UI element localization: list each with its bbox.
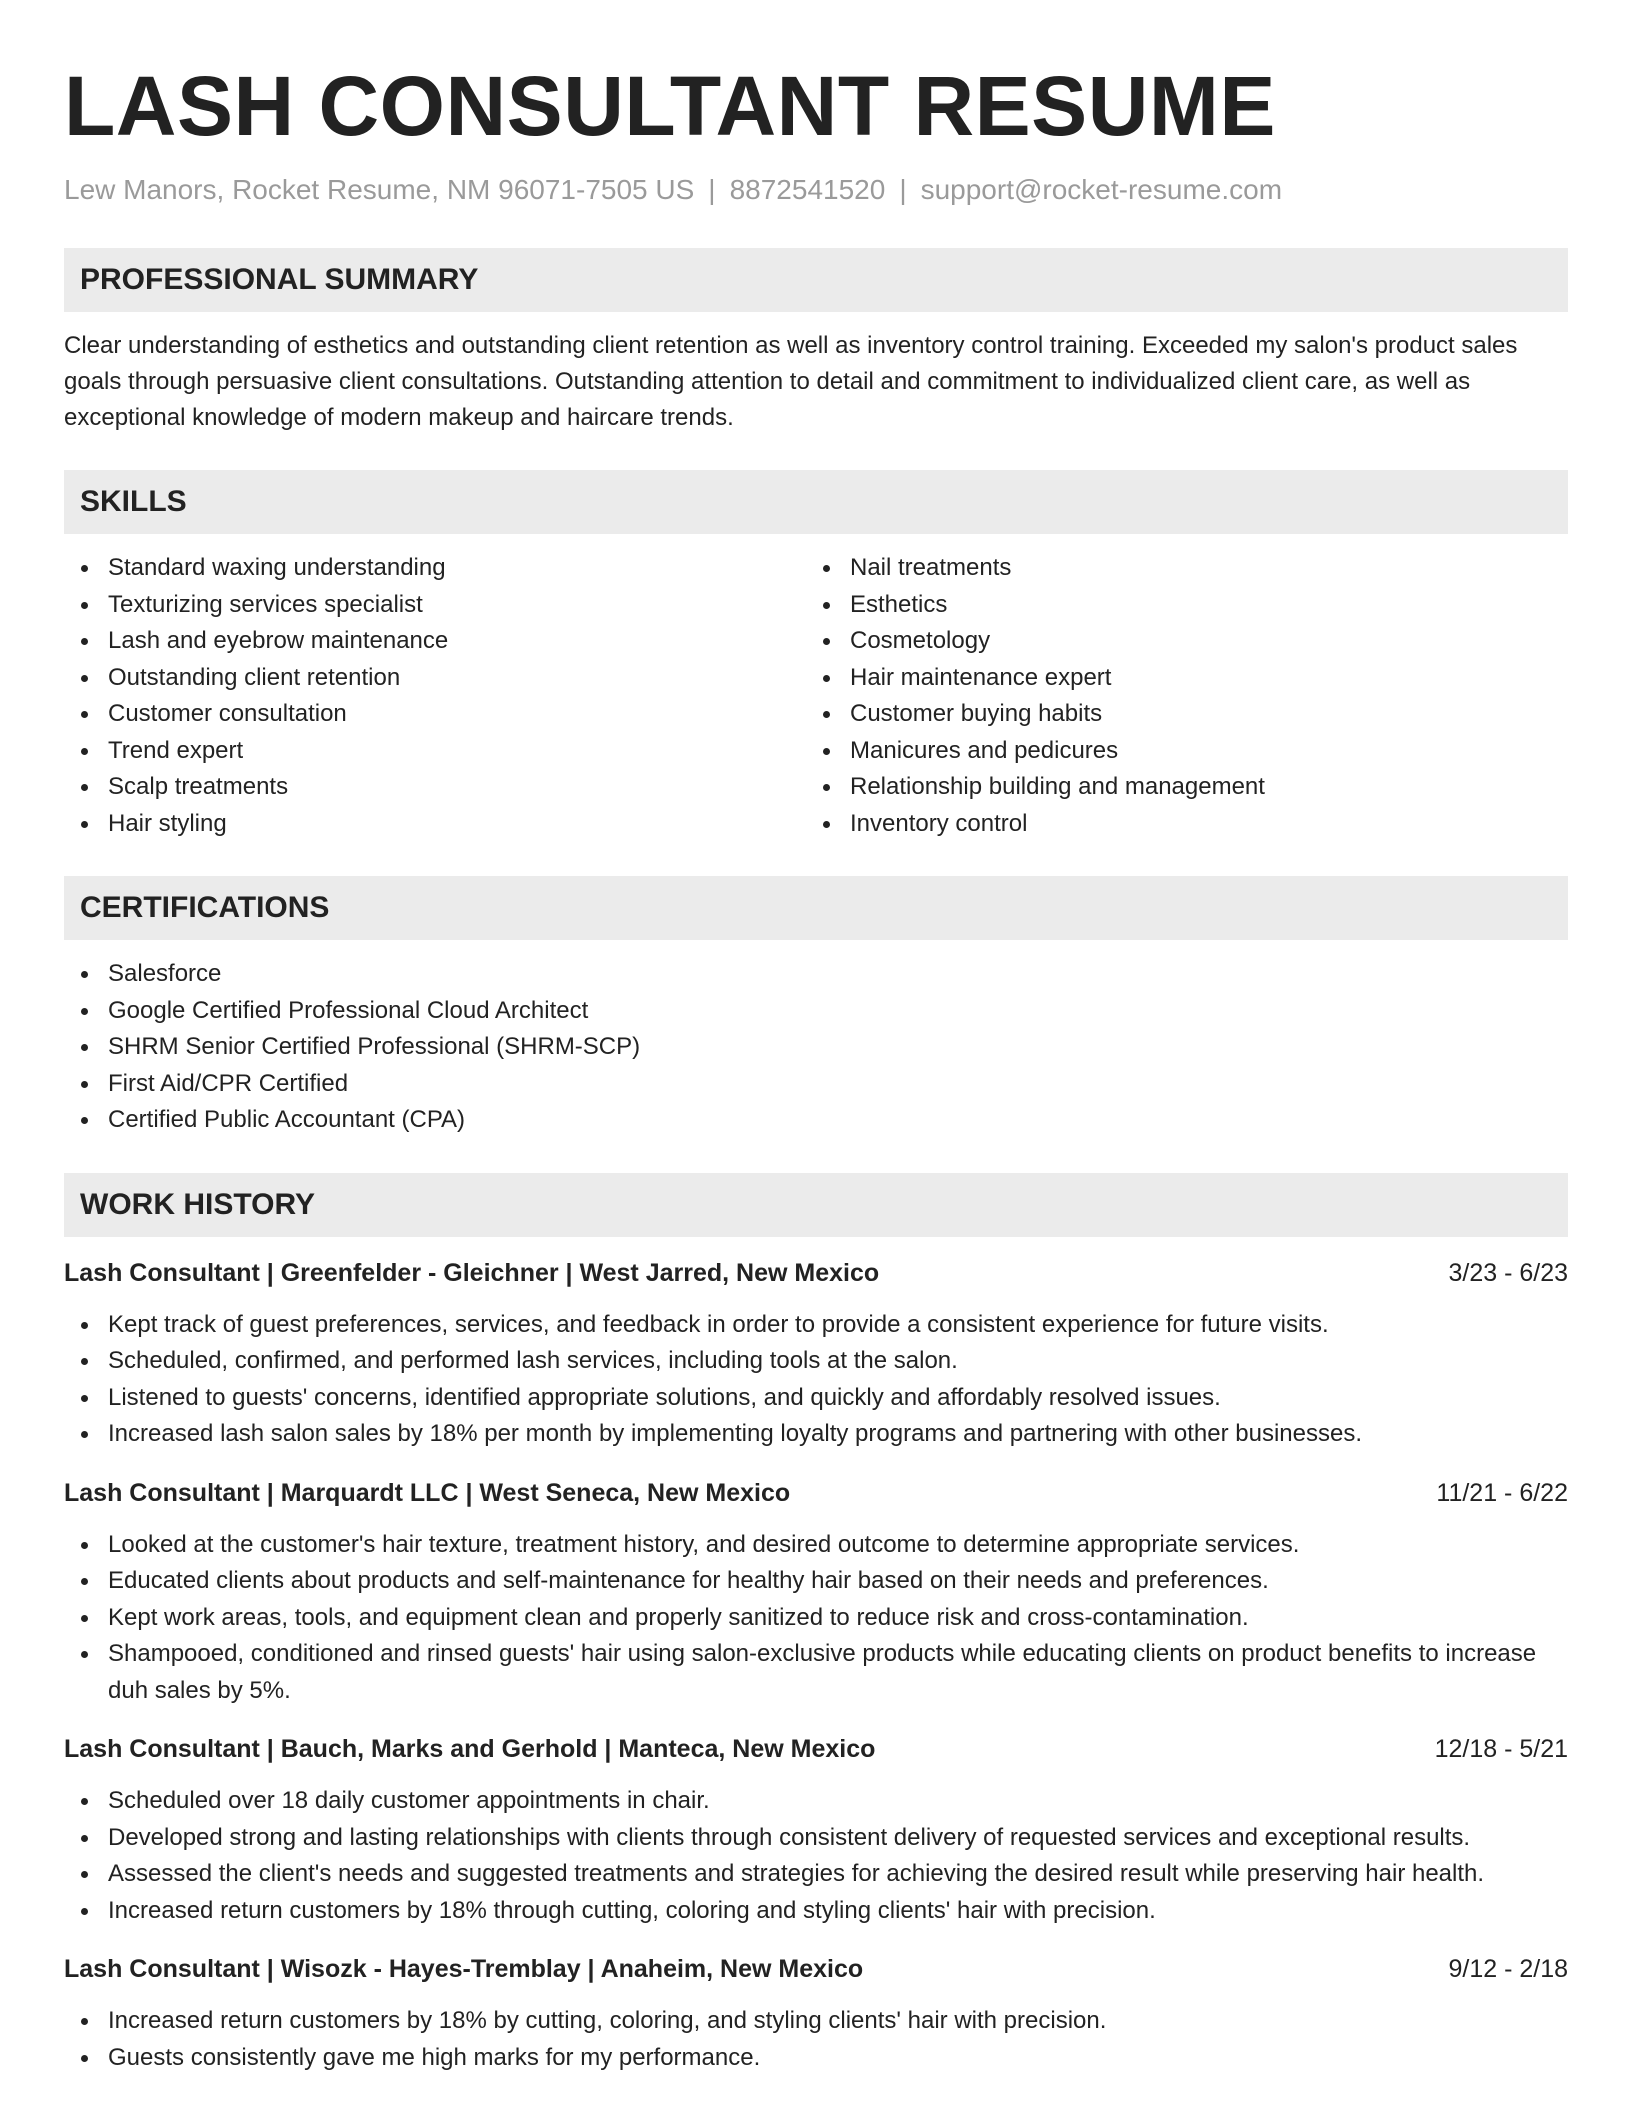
skill-item: Hair maintenance expert	[806, 660, 1548, 697]
job-bullets	[64, 2003, 1568, 2076]
skill-item: Manicures and pedicures	[806, 733, 1548, 770]
resume-title: LASH CONSULTANT RESUME	[64, 59, 1276, 153]
job-bullet: Educated clients about products and self-maintenance for healthy hair based on their needs and preferences.	[64, 1563, 1568, 1600]
section-heading-work-history: WORK HISTORY	[64, 1173, 1568, 1237]
job-title: Lash Consultant | Bauch, Marks and Gerhold | Manteca, New Mexico	[64, 1735, 876, 1763]
job-bullet: Developed strong and lasting relationships with clients through consistent delivery of requested services and exceptional results.	[64, 1820, 1568, 1857]
section-heading-summary: PROFESSIONAL SUMMARY	[64, 248, 1568, 312]
skills-grid	[64, 534, 1568, 842]
skill-item: Outstanding client retention	[64, 660, 806, 697]
job-title: Lash Consultant | Greenfelder - Gleichner | West Jarred, New Mexico	[64, 1258, 880, 1287]
skill-item: Standard waxing understanding	[64, 550, 806, 587]
job-bullet: Scheduled, confirmed, and performed lash services, including tools at the salon.	[64, 1343, 1568, 1380]
skill-item: Lash and eyebrow maintenance	[64, 623, 806, 660]
contact-separator: |	[708, 174, 716, 205]
skill-item: Scalp treatments	[64, 769, 806, 806]
job-header	[64, 1255, 1568, 1291]
skill-item: Nail treatments	[806, 550, 1548, 587]
certification-item: Salesforce	[64, 956, 1568, 993]
job-dates: 12/18 - 5/21	[1434, 1735, 1568, 1763]
skills-list-left	[64, 550, 806, 842]
job-bullet: Kept track of guest preferences, services, and feedback in order to provide a consistent experience for future visits.	[64, 1307, 1568, 1344]
skill-item: Hair styling	[64, 806, 806, 843]
summary-text: Clear understanding of esthetics and outstanding client retention as well as inventory control training. Exceeded my salon's product sales goals through persuasive client consultations. Outstanding attention to detail and commitment to individualized client care, as well as exceptional knowledge of modern makeup and haircare trends.	[64, 332, 1518, 431]
skill-item: Trend expert	[64, 733, 806, 770]
job-bullet: Increased return customers by 18% through cutting, coloring and styling clients' hair with precision.	[64, 1893, 1568, 1930]
job-bullet: Shampooed, conditioned and rinsed guests' hair using salon-exclusive products while educating clients on product benefits to increase duh sales by 5%.	[64, 1636, 1568, 1709]
job-header	[64, 1951, 1568, 1987]
job-entry	[64, 1731, 1568, 1929]
skill-item: Inventory control	[806, 806, 1548, 843]
skill-item: Customer consultation	[64, 696, 806, 733]
job-bullets	[64, 1783, 1568, 1929]
certifications-list	[64, 956, 1568, 1139]
job-dates: 9/12 - 2/18	[1448, 1955, 1568, 1983]
job-header	[64, 1731, 1568, 1767]
certification-item: First Aid/CPR Certified	[64, 1066, 1568, 1103]
job-dates: 11/21 - 6/22	[1436, 1478, 1568, 1507]
section-heading-certifications: CERTIFICATIONS	[64, 876, 1568, 940]
skill-item: Esthetics	[806, 587, 1548, 624]
contact-address: Lew Manors, Rocket Resume, NM 96071-7505 US	[64, 174, 695, 205]
job-bullets	[64, 1527, 1568, 1710]
skill-item: Customer buying habits	[806, 696, 1548, 733]
job-entry	[64, 1255, 1568, 1453]
skills-list-right	[806, 550, 1548, 842]
job-dates: 3/23 - 6/23	[1448, 1258, 1568, 1287]
job-bullet: Increased lash salon sales by 18% per month by implementing loyalty programs and partnering with other businesses.	[64, 1416, 1568, 1453]
job-bullet: Looked at the customer's hair texture, treatment history, and desired outcome to determine appropriate services.	[64, 1527, 1568, 1564]
contact-line	[64, 172, 1568, 208]
job-bullet: Increased return customers by 18% by cutting, coloring, and styling clients' hair with precision.	[64, 2003, 1568, 2040]
job-bullets	[64, 1307, 1568, 1453]
contact-email: support@rocket-resume.com	[920, 174, 1283, 205]
job-entry	[64, 1951, 1568, 2076]
section-heading-skills: SKILLS	[64, 470, 1568, 534]
job-bullet: Scheduled over 18 daily customer appointments in chair.	[64, 1783, 1568, 1820]
skill-item: Cosmetology	[806, 623, 1548, 660]
job-title: Lash Consultant | Wisozk - Hayes-Tremblay | Anaheim, New Mexico	[64, 1955, 864, 1983]
job-title: Lash Consultant | Marquardt LLC | West Seneca, New Mexico	[64, 1478, 791, 1507]
certification-item: Certified Public Accountant (CPA)	[64, 1102, 1568, 1139]
certification-item: Google Certified Professional Cloud Architect	[64, 993, 1568, 1030]
job-bullet: Assessed the client's needs and suggested treatments and strategies for achieving the desired result while preserving hair health.	[64, 1856, 1568, 1893]
job-bullet: Guests consistently gave me high marks for my performance.	[64, 2040, 1568, 2077]
job-header	[64, 1475, 1568, 1511]
contact-phone: 8872541520	[729, 174, 886, 205]
skill-item: Texturizing services specialist	[64, 587, 806, 624]
job-bullet: Listened to guests' concerns, identified appropriate solutions, and quickly and affordably resolved issues.	[64, 1380, 1568, 1417]
skill-item: Relationship building and management	[806, 769, 1548, 806]
job-entry	[64, 1475, 1568, 1710]
job-bullet: Kept work areas, tools, and equipment clean and properly sanitized to reduce risk and cross-contamination.	[64, 1600, 1568, 1637]
contact-separator: |	[899, 174, 907, 205]
certification-item: SHRM Senior Certified Professional (SHRM-SCP)	[64, 1029, 1568, 1066]
